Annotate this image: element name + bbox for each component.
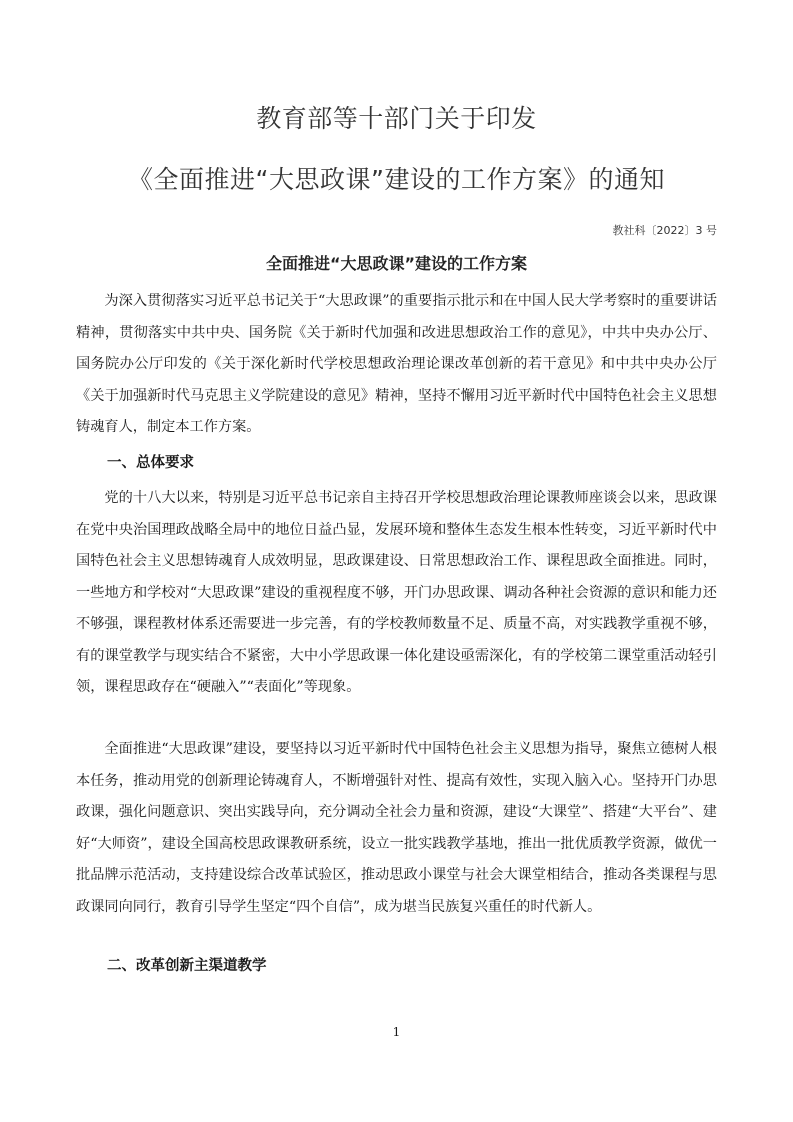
paragraph-goals: 全面推进“大思政课”建设，要坚持以习近平新时代中国特色社会主义思想为指导，聚焦立德树人根本任务，推动用党的创新理论铸魂育人，不断增强针对性、提高有效性，实现入脑入心。坚持开门办思政课，强化问题意识、突出实践导向，充分调动全社会力量和资源，建设“大课堂”、搭建“大平台”、建好“大师资”，建设全国高校思政课教研系统，设立一批实践教学基地，推出一批优质教学资源，做优一批品牌示范活动，支持建设综合改革试验区，推动思政小课堂与社会大课堂相结合，推动各类课程与思政课同向同行，教育引导学生坚定“四个自信”，成为堪当民族复兴重任的时代新人。 (76, 741, 717, 915)
document-title-line-2: 《全面推进“大思政课”建设的工作方案》的通知 (128, 165, 665, 194)
section-heading-teaching-reform: 二、改革创新主渠道教学 (107, 958, 267, 974)
paragraph-background: 党的十八大以来，特别是习近平总书记亲自主持召开学校思想政治理论课教师座谈会以来，思政课在党中央治国理政战略全局中的地位日益凸显，发展环境和整体生态发生根本性转变，习近平新时代中国特色社会主义思想铸魂育人成效明显，思政课建设、日常思想政治工作、课程思政全面推进。同时，一些地方和学校对“大思政课”建设的重视程度不够，开门办思政课、调动各种社会资源的意识和能力还不够强，课程教材体系还需要进一步完善，有的学校教师数量不足、质量不高，对实践教学重视不够，有的课堂教学与现实结合不紧密，大中小学思政课一体化建设亟需深化，有的学校第二课堂重活动轻引领，课程思政存在“硬融入”“表面化”等现象。 (76, 490, 717, 695)
page-number: 1 (392, 1025, 401, 1039)
paragraph-intro: 为深入贯彻落实习近平总书记关于“大思政课”的重要指示批示和在中国人民大学考察时的重要讲话精神，贯彻落实中共中央、国务院《关于新时代加强和改进思想政治工作的意见》，中共中央办公厅、国务院办公厅印发的《关于深化新时代学校思想政治理论课改革创新的若干意见》和中共中央办公厅《关于加强新时代马克思主义学院建设的意见》精神，坚持不懈用习近平新时代中国特色社会主义思想铸魂育人，制定本工作方案。 (76, 293, 717, 435)
document-subtitle: 全面推进“大思政课”建设的工作方案 (265, 254, 528, 273)
section-heading-general-requirements: 一、总体要求 (107, 455, 194, 471)
document-number: 教社科〔2022〕3 号 (612, 224, 717, 237)
document-title-line-1: 教育部等十部门关于印发 (256, 104, 537, 133)
